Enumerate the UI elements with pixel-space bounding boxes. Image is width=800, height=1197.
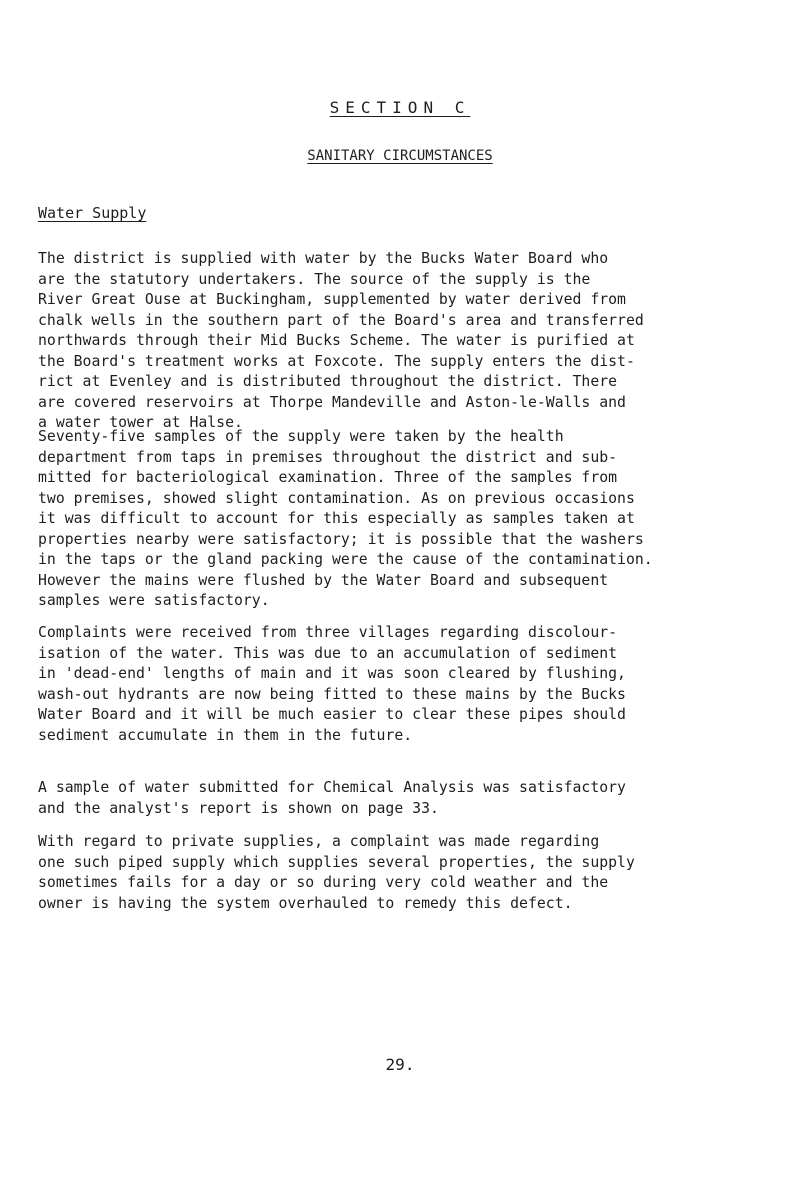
water-supply-heading: Water Supply — [38, 204, 147, 222]
paragraph-private-supplies: With regard to private supplies, a complaint was made regarding one such piped supply which supplies several properties, the supply sometimes fails for a day or so during very cold weather and the owner is having the system overhauled to remedy this defect. — [38, 833, 635, 912]
page-subtitle: SANITARY CIRCUMSTANCES — [307, 148, 493, 164]
paragraph-chemical-analysis: A sample of water submitted for Chemical Analysis was satisfactory and the analyst's report is shown on page 33. — [38, 779, 626, 817]
page-number: 29. — [385, 1055, 415, 1074]
paragraph-complaints: Complaints were received from three villages regarding discolour- isation of the water. This was due to an accumulation of sediment in 'dead-end' lengths of main and it was soon cleared by flushing, wash-out hydrants are now being fitted to these mains by the Bucks Water Board and it will be much easier to clear these pipes should sediment accumulate in them in the future. — [38, 624, 626, 744]
paragraph-water-source: The district is supplied with water by the Bucks Water Board who are the statutory undertakers. The source of the supply is the River Great Ouse at Buckingham, supplemented by water derived from chalk wells in the southern part of the Board's area and transferred northwards through their Mid Bucks Scheme. The water is purified at the Board's treatment works at Foxcote. The supply enters the dist- rict at Evenley and is distributed throughout the district. There are covered reservoirs at Thorpe Mandeville and Aston-le-Walls and a water tower at Halse. — [38, 250, 644, 431]
paragraph-sampling: Seventy-five samples of the supply were taken by the health department from taps in premises throughout the district and sub- mitted for bacteriological examination. Three of the samples from two premises, showed slight contamination. As on previous occasions it was difficult to account for this especially as samples taken at properties nearby were satisfactory; it is possible that the washers in the taps or the gland packing were the cause of the contamination. However the mains were flushed by the Water Board and subsequent samples were satisfactory. — [38, 428, 653, 609]
section-heading: SECTION C — [329, 98, 471, 117]
